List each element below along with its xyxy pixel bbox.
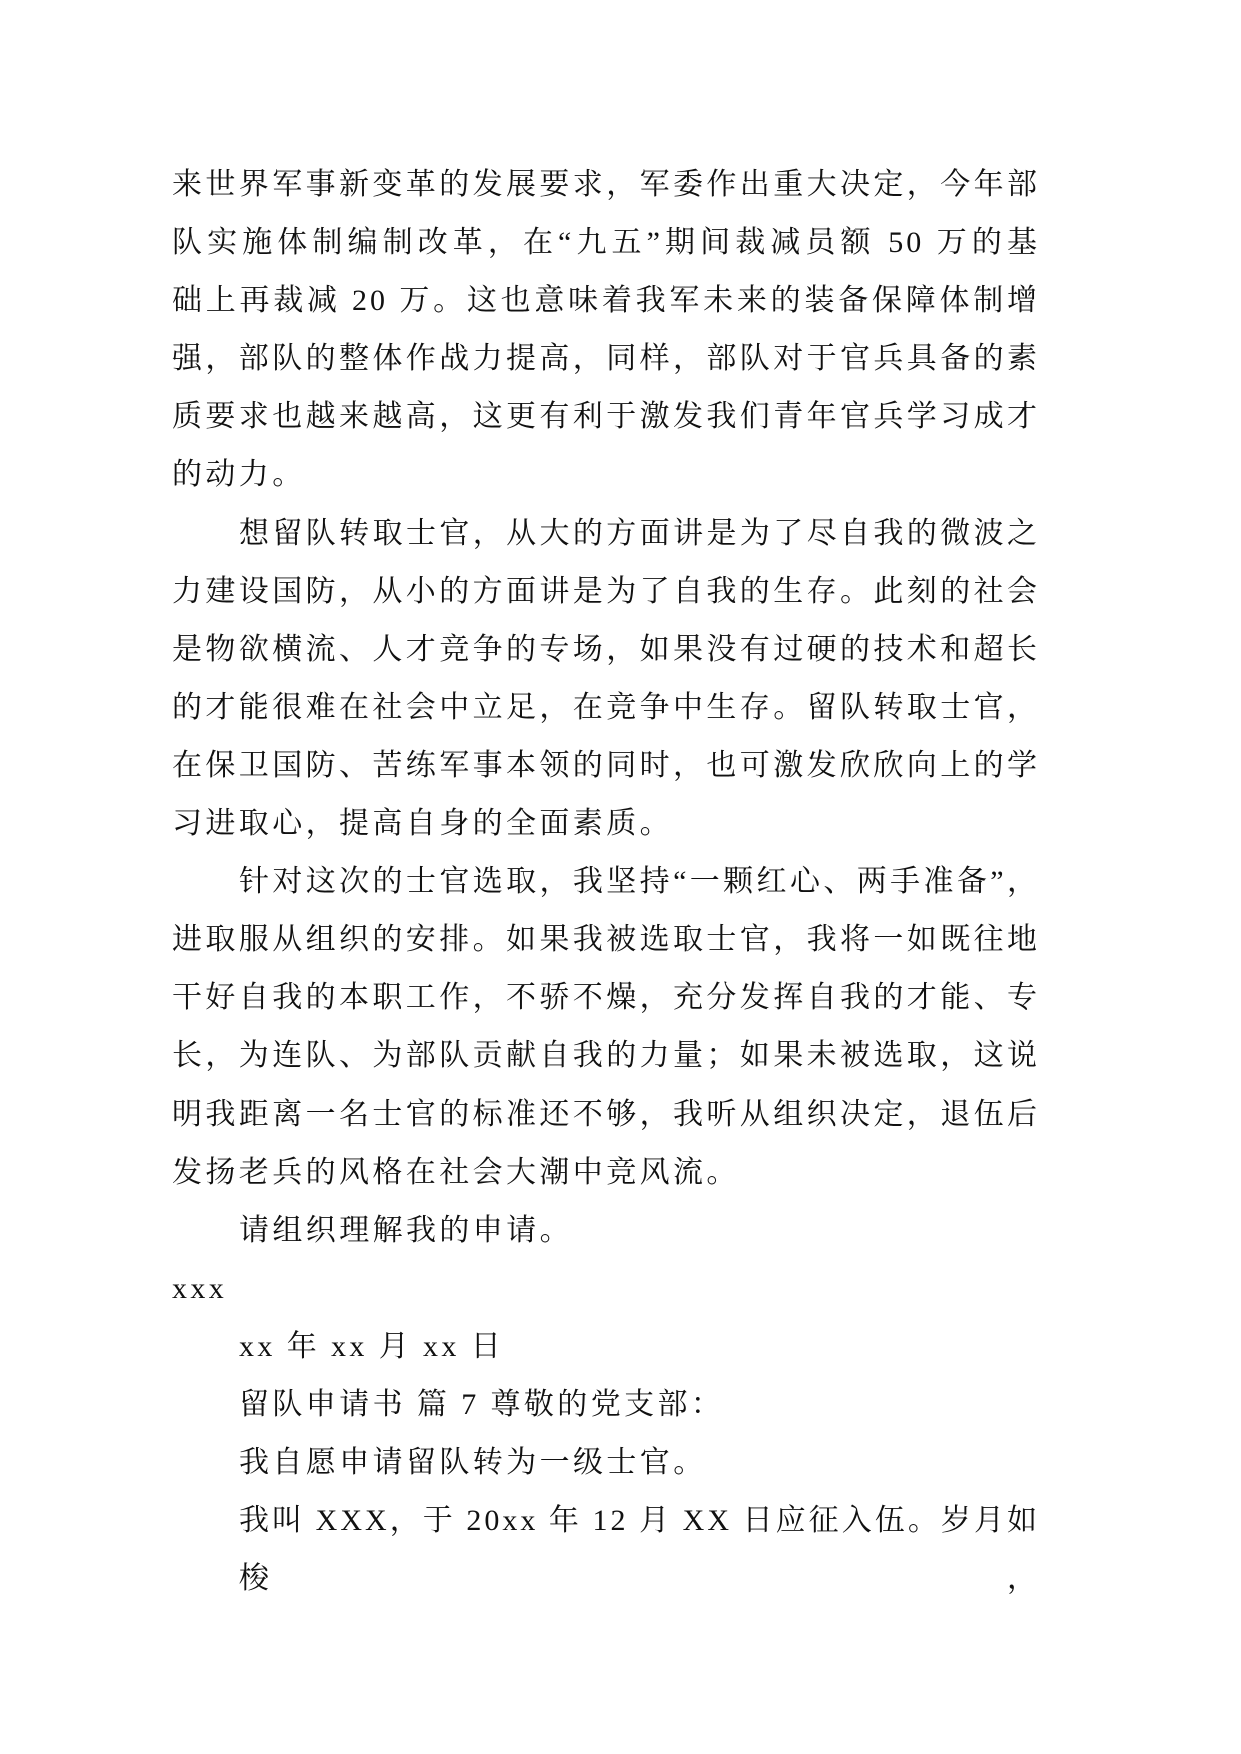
paragraph bbox=[172, 505, 1040, 854]
text-line: 强，部队的整体作战力提高，同样，部队对于官兵具备的素 bbox=[172, 342, 1040, 376]
signature-name: xxx bbox=[172, 1271, 228, 1305]
paragraph bbox=[172, 853, 1040, 1202]
text-line: 长，为连队、为部队贡献自我的力量；如果未被选取，这说 bbox=[172, 1039, 1040, 1073]
text-line: 在保卫国防、苦练军事本领的同时，也可激发欣欣向上的学 bbox=[172, 748, 1040, 782]
signature-date: xx 年 xx 月 xx 日 bbox=[239, 1329, 505, 1363]
text-line: 我自愿申请留队转为一级士官。 bbox=[239, 1446, 707, 1480]
text-line: 础上再裁减 20 万。这也意味着我军未来的装备保障体制增 bbox=[172, 284, 1040, 318]
text-line: 的动力。 bbox=[172, 458, 306, 492]
text-line: 针对这次的士官选取，我坚持“一颗红心、两手准备”， bbox=[239, 865, 1040, 899]
text-line: 质要求也越来越高，这更有利于激发我们青年官兵学习成才 bbox=[172, 400, 1040, 434]
text-line: 来世界军事新变革的发展要求，军委作出重大决定，今年部 bbox=[172, 168, 1040, 201]
text-line: 力建设国防，从小的方面讲是为了自我的生存。此刻的社会 bbox=[172, 574, 1040, 608]
text-line: 进取服从组织的安排。如果我被选取士官，我将一如既往地 bbox=[172, 923, 1040, 957]
text-line: 发扬老兵的风格在社会大潮中竞风流。 bbox=[172, 1155, 740, 1189]
application-heading: 留队申请书 篇 7 尊敬的党支部： bbox=[239, 1387, 725, 1421]
document-page bbox=[172, 156, 1040, 1596]
text-line: 我叫 XXX，于 20xx 年 12 月 XX 日应征入伍。岁月如梭， bbox=[239, 1504, 1040, 1596]
text-line: 干好自我的本职工作，不骄不燥，充分发挥自我的才能、专 bbox=[172, 981, 1040, 1015]
text-line: 习进取心，提高自身的全面素质。 bbox=[172, 807, 673, 841]
text-line: 队实施体制编制改革，在“九五”期间裁减员额 50 万的基 bbox=[172, 226, 1040, 260]
text-line: 想留队转取士官，从大的方面讲是为了尽自我的微波之 bbox=[239, 516, 1040, 550]
text-line: 明我距离一名士官的标准还不够，我听从组织决定，退伍后 bbox=[172, 1097, 1040, 1131]
text-line: 请组织理解我的申请。 bbox=[239, 1213, 573, 1247]
closing-paragraph bbox=[172, 1202, 1040, 1260]
paragraph bbox=[172, 156, 1040, 505]
text-line: 是物欲横流、人才竞争的专场，如果没有过硬的技术和超长 bbox=[172, 632, 1040, 666]
text-line: 的才能很难在社会中立足，在竞争中生存。留队转取士官， bbox=[172, 690, 1040, 724]
